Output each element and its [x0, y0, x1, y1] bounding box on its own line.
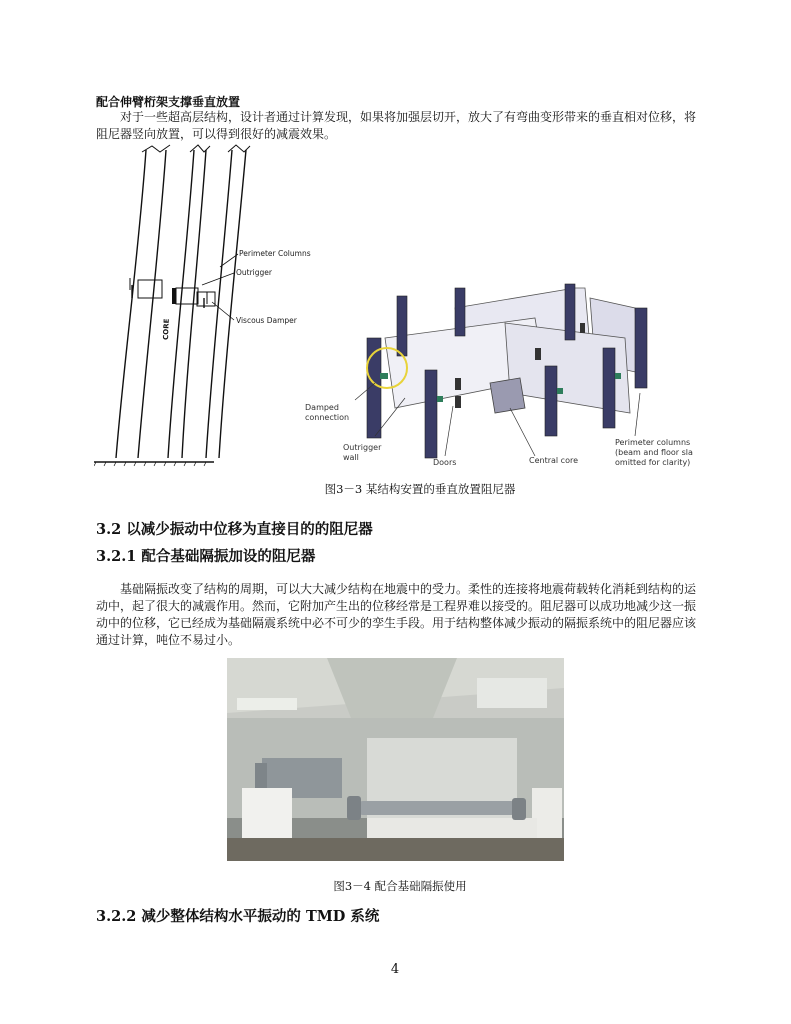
figure-3-3-caption: 图3－3 某结构安置的垂直放置阻尼器 — [324, 482, 516, 496]
section-3-2-1-paragraph: 基础隔振改变了结构的周期，可以大大减少结构在地震中的受力。柔性的连接将地震荷载转化消耗到结构的运动中，起了很大的减震作用。然而，它附加产生出的位移经常是工程界难以接受的。阻尼器可以成功地减少这一振动中的位移，它已经成为基础隔震系统中必不可少的孪生手段。用于结构整体减少振动的隔振系统中的阻尼器应该通过计算，吨位不易过小。 — [96, 582, 697, 647]
perimeter-columns-label: Perimeter Columns — [239, 249, 311, 258]
viscous-damper-label: Viscous Damper — [236, 316, 297, 325]
core-label: CORE — [162, 318, 171, 341]
figure-3-4-caption: 图3－4 配合基础隔振使用 — [333, 879, 467, 893]
outrigger-core-drawing — [94, 140, 324, 470]
section-3-2-2-title: 3.2.2 减少整体结构水平振动的 TMD 系统 — [96, 908, 380, 925]
outrigger-wall-label: Outrigger wall — [343, 443, 382, 462]
figure-3-3-right-diagram — [305, 278, 715, 473]
section-3-2-title: 3.2 以减少振动中位移为直接目的的阻尼器 — [96, 521, 373, 538]
figure-3-4-photo — [227, 658, 564, 861]
perimeter-columns-note-label: Perimeter columns (beam and floor sla omitted for clarity) — [615, 438, 693, 467]
intro-paragraph: 对于一些超高层结构，设计者通过计算发现，如果将加强层切开，放大了有弯曲变形带来的垂直相对位移，将阻尼器竖向放置，可以得到很好的减震效果。 — [96, 110, 697, 141]
figure-3-3-left-diagram — [94, 140, 324, 470]
base-isolation-damper-photo — [227, 658, 564, 861]
outrigger-label: Outrigger — [236, 268, 272, 277]
intro-heading: 配合伸臂桁架支撑垂直放置 — [96, 95, 241, 109]
page-number: 4 — [390, 962, 400, 977]
damped-connection-label: Damped connection — [305, 403, 350, 422]
doors-label: Doors — [433, 458, 457, 467]
central-core-label: Central core — [529, 456, 578, 465]
section-3-2-1-title: 3.2.1 配合基础隔振加设的阻尼器 — [96, 548, 316, 565]
